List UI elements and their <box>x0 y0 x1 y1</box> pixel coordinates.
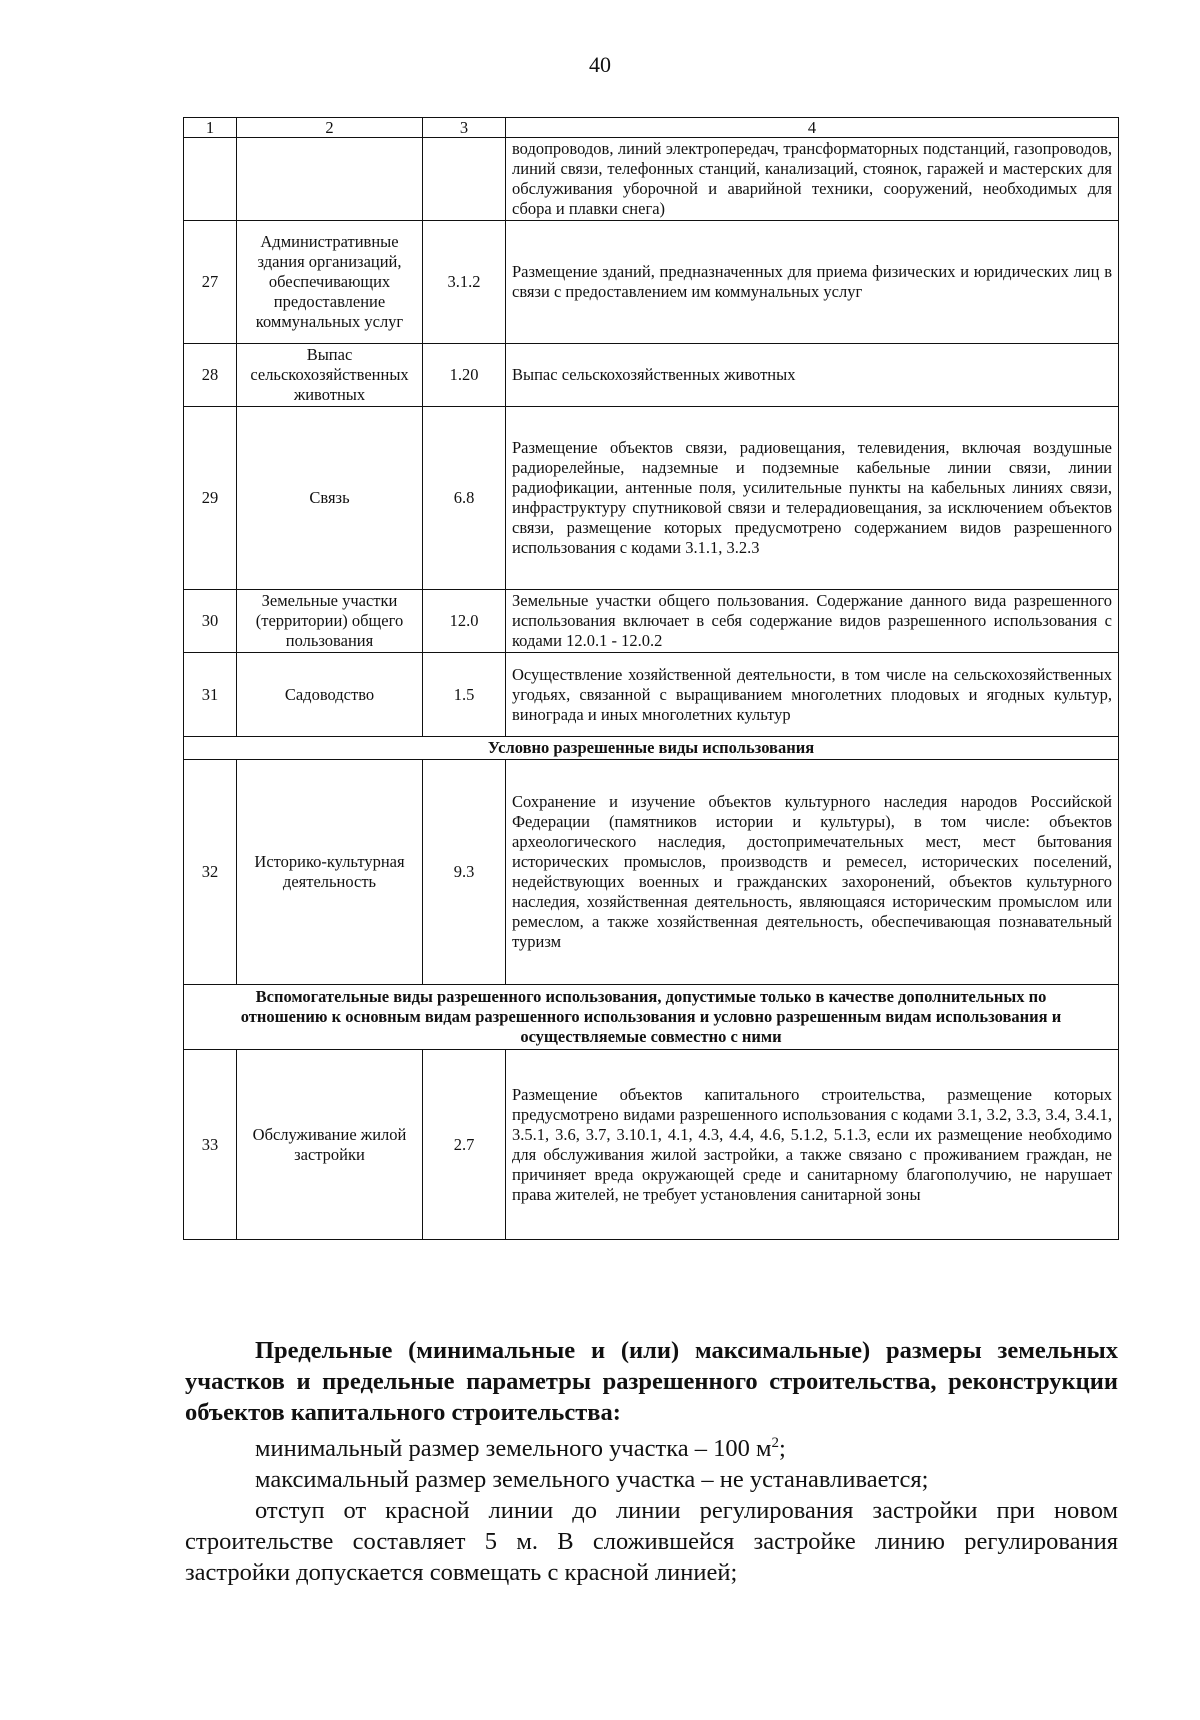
row-number: 32 <box>184 760 237 985</box>
header-cell: 1 <box>184 118 237 138</box>
header-cell: 2 <box>237 118 423 138</box>
empty-cell <box>184 138 237 221</box>
use-type-name: Садоводство <box>237 653 423 737</box>
row-number: 30 <box>184 590 237 653</box>
header-cell: 3 <box>423 118 506 138</box>
use-type-code: 1.5 <box>423 653 506 737</box>
use-type-description: Выпас сельскохозяйственных животных <box>506 344 1119 407</box>
table-row <box>184 590 1119 653</box>
use-type-name: Связь <box>237 407 423 590</box>
min-size-line <box>185 1428 1118 1464</box>
use-type-name: Обслуживание жилой застройки <box>237 1050 423 1240</box>
empty-cell <box>237 138 423 221</box>
section-row <box>184 737 1119 760</box>
use-type-code: 6.8 <box>423 407 506 590</box>
use-type-description: Размещение объектов капитального строительства, размещение которых предусмотрено видами разрешенного использования с кодами 3.1, 3.2, 3.3, 3.4, 3.4.1, 3.5.1, 3.6, 3.7, 3.10.1, 4.1, 4.3, 4.4, 4.6, 5.1.2, 5.1.3, если их размещение необходимо для обслуживания жилой застройки, а также связано с проживанием граждан, не причиняет вреда окружающей среде и санитарному благополучию, не нарушает права жителей, не требует установления санитарной зоны <box>506 1050 1119 1240</box>
use-type-code: 9.3 <box>423 760 506 985</box>
continuation-row <box>184 138 1119 221</box>
max-size-line: максимальный размер земельного участка – не устанавливается; <box>255 1466 929 1494</box>
land-use-table <box>183 117 1119 1240</box>
use-type-name: Выпас сельскохозяйственных животных <box>237 344 423 407</box>
use-type-description: Земельные участки общего пользования. Содержание данного вида разрешенного использования включает в себя содержание видов разрешенного использования с кодами 12.0.1 - 12.0.2 <box>506 590 1119 653</box>
continuation-description: водопроводов, линий электропередач, трансформаторных подстанций, газопроводов, линий связи, телефонных станций, канализаций, стоянок, гаражей и мастерских для обслуживания уборочной и аварийной техники, сооружений, необходимых для сбора и плавки снега) <box>506 138 1119 221</box>
use-type-code: 1.20 <box>423 344 506 407</box>
section-title-auxiliary: Вспомогательные виды разрешенного использования, допустимые только в качестве дополнительных по отношению к основным видам разрешенного использования и условно разрешенным видам использования и осуществляемые совместно с ними <box>184 985 1119 1050</box>
table-row <box>184 344 1119 407</box>
section-row <box>184 985 1119 1050</box>
table-row <box>184 1050 1119 1240</box>
use-type-code: 3.1.2 <box>423 221 506 344</box>
row-number: 33 <box>184 1050 237 1240</box>
min-size-text: минимальный размер земельного участка – 100 м <box>255 1435 772 1463</box>
parameters-heading: Предельные (минимальные и (или) максимальные) размеры земельных участков и предельные параметры разрешенного строительства, реконструкции объектов капитального строительства: <box>185 1337 1118 1426</box>
use-type-description: Осуществление хозяйственной деятельности, в том числе на сельскохозяйственных угодьях, связанной с выращиванием многолетних плодовых и ягодных культур, винограда и иных многолетних культур <box>506 653 1119 737</box>
use-type-description: Размещение зданий, предназначенных для приема физических и юридических лиц в связи с предоставлением им коммунальных услуг <box>506 221 1119 344</box>
parameters-section <box>185 1335 1118 1588</box>
page-number: 40 <box>589 52 611 77</box>
section-title-conditional: Условно разрешенные виды использования <box>184 737 1119 760</box>
setback-line: отступ от красной линии до линии регулирования застройки при новом строительстве составляет 5 м. В сложившейся застройке линию регулирования застройки допускается совмещать с красной линией; <box>185 1497 1118 1587</box>
row-number: 28 <box>184 344 237 407</box>
use-type-name: Административные здания организаций, обеспечивающих предоставление коммунальных услуг <box>237 221 423 344</box>
use-type-code: 12.0 <box>423 590 506 653</box>
use-type-name: Историко-культурная деятельность <box>237 760 423 985</box>
use-type-code: 2.7 <box>423 1050 506 1240</box>
use-type-description: Сохранение и изучение объектов культурного наследия народов Российской Федерации (памятников истории и культуры), в том числе: объектов археологического наследия, достопримечательных мест, мест бытования исторических промыслов, производств и ремесел, исторических поселений, недействующих военных и гражданских захоронений, объектов культурного наследия, хозяйственная деятельность, являющаяся историческим промыслом или ремеслом, а также хозяйственная деятельность, обеспечивающая познавательный туризм <box>506 760 1119 985</box>
use-type-name: Земельные участки (территории) общего пользования <box>237 590 423 653</box>
header-cell: 4 <box>506 118 1119 138</box>
use-type-description: Размещение объектов связи, радиовещания, телевидения, включая воздушные радиорелейные, надземные и подземные кабельные линии связи, линии радиофикации, антенные поля, усилительные пункты на кабельных линиях связи, инфраструктуру спутниковой связи и телерадиовещания, за исключением объектов связи, размещение которых предусмотрено содержанием видов разрешенного использования с кодами 3.1.1, 3.2.3 <box>506 407 1119 590</box>
min-size-sup: 2 <box>771 1435 779 1451</box>
table-row <box>184 407 1119 590</box>
table-row <box>184 760 1119 985</box>
min-size-suffix: ; <box>779 1435 786 1463</box>
empty-cell <box>423 138 506 221</box>
header-row <box>184 118 1119 138</box>
table-row <box>184 221 1119 344</box>
table-row <box>184 653 1119 737</box>
row-number: 31 <box>184 653 237 737</box>
row-number: 29 <box>184 407 237 590</box>
row-number: 27 <box>184 221 237 344</box>
